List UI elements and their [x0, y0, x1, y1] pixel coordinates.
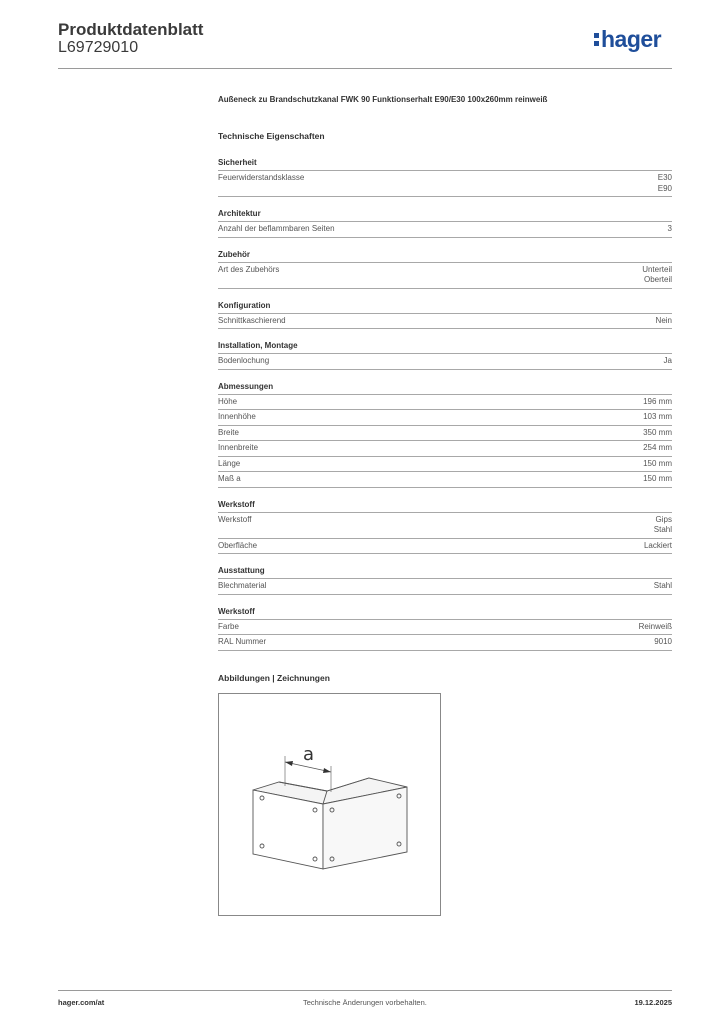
property-row: [218, 314, 672, 330]
group-title: Installation, Montage: [218, 341, 672, 354]
logo-mark-icon: [594, 33, 599, 46]
property-value: [664, 356, 672, 367]
property-value: [656, 316, 672, 327]
property-group: [218, 607, 672, 651]
logo-text: hager: [601, 26, 662, 52]
property-value: [639, 622, 672, 633]
property-key: Bodenlochung: [218, 356, 270, 365]
group-title: Abmessungen: [218, 382, 672, 395]
property-value-line: 254 mm: [643, 443, 672, 452]
property-group: [218, 500, 672, 555]
property-row: [218, 457, 672, 473]
property-key: Farbe: [218, 621, 239, 631]
property-row: [218, 354, 672, 370]
property-value: [654, 515, 672, 536]
property-value: [644, 541, 672, 552]
property-row: [218, 410, 672, 426]
group-title: Ausstattung: [218, 566, 672, 579]
footer-divider: [58, 990, 672, 991]
property-key: Innenbreite: [218, 443, 259, 452]
group-title: Sicherheit: [218, 158, 672, 171]
property-value: [642, 265, 672, 286]
product-title: Außeneck zu Brandschutzkanal FWK 90 Funktionserhalt E90/E30 100x260mm reinweiß: [218, 95, 548, 104]
page-title: Produktdatenblatt: [58, 20, 204, 39]
property-value-line: Gips: [655, 514, 672, 524]
property-key: Schnittkaschierend: [218, 315, 286, 325]
footer-website-link[interactable]: hager.com/at: [58, 998, 105, 1007]
property-group: [218, 566, 672, 595]
property-value-line: Stahl: [653, 525, 672, 534]
property-value-line: 196 mm: [643, 396, 672, 406]
property-row: [218, 513, 672, 539]
property-group: [218, 382, 672, 488]
datasheet-content: [218, 95, 672, 916]
property-value-line: E30: [657, 173, 672, 182]
property-value: [643, 443, 672, 454]
property-key: Feuerwiderstandsklasse: [218, 173, 305, 182]
product-code: L69729010: [58, 39, 139, 56]
property-row: [218, 539, 672, 555]
property-value: [654, 637, 672, 648]
property-key: RAL Nummer: [218, 637, 267, 646]
property-value-line: E90: [657, 183, 672, 193]
property-value: [654, 581, 672, 592]
property-group: [218, 209, 672, 238]
group-title: Architektur: [218, 209, 672, 222]
property-row: [218, 222, 672, 238]
property-key: Länge: [218, 458, 241, 468]
property-key: Art des Zubehörs: [218, 264, 280, 274]
property-row: [218, 472, 672, 488]
property-value: [643, 412, 672, 423]
property-row: [218, 620, 672, 636]
property-row: [218, 579, 672, 595]
property-key: Werkstoff: [218, 514, 252, 524]
property-key: Blechmaterial: [218, 581, 267, 590]
property-value: [643, 459, 672, 470]
property-row: [218, 635, 672, 651]
images-heading: Abbildungen | Zeichnungen: [218, 672, 330, 683]
property-value-line: 150 mm: [643, 458, 672, 468]
property-row: [218, 171, 672, 197]
property-group: [218, 250, 672, 289]
property-row: [218, 441, 672, 457]
property-key: Maß a: [218, 474, 241, 483]
property-value: [643, 428, 672, 439]
group-title: Werkstoff: [218, 500, 672, 513]
property-group: [218, 341, 672, 370]
footer-notice: Technische Änderungen vorbehalten.: [303, 998, 427, 1007]
property-value-line: 150 mm: [643, 474, 672, 483]
property-value-line: 350 mm: [643, 427, 672, 437]
group-title: Zubehör: [218, 250, 672, 263]
property-group: [218, 158, 672, 197]
property-group: [218, 301, 672, 330]
corner-drawing-icon: [219, 694, 440, 915]
property-groups: [218, 158, 672, 651]
property-value-line: Unterteil: [642, 264, 672, 274]
property-row: [218, 395, 672, 411]
dimension-label: a: [303, 743, 315, 765]
property-value-line: Reinweiß: [638, 621, 672, 631]
property-value: [658, 173, 672, 194]
property-value-line: Stahl: [653, 581, 672, 590]
property-key: Breite: [218, 427, 239, 437]
property-value-line: Lackiert: [643, 540, 672, 550]
hager-logo[interactable]: [594, 26, 661, 52]
property-value-line: 9010: [654, 637, 672, 646]
group-title: Konfiguration: [218, 301, 672, 314]
group-title: Werkstoff: [218, 607, 672, 620]
property-key: Anzahl der beflammbaren Seiten: [218, 224, 335, 233]
property-value-line: Oberteil: [643, 275, 672, 284]
property-value: [643, 397, 672, 408]
property-row: [218, 426, 672, 442]
property-value-line: Ja: [663, 356, 672, 365]
section-heading: Technische Eigenschaften: [218, 131, 325, 141]
property-value: [643, 474, 672, 485]
footer-date: 19.12.2025: [634, 998, 672, 1007]
property-row: [218, 263, 672, 289]
property-value: [668, 224, 672, 235]
header-divider: [58, 68, 672, 69]
property-key: Oberfläche: [218, 540, 258, 550]
property-value-line: Nein: [655, 315, 672, 325]
product-drawing: [218, 693, 441, 916]
property-key: Innenhöhe: [218, 412, 256, 421]
property-key: Höhe: [218, 396, 238, 406]
property-value-line: 103 mm: [643, 412, 672, 421]
property-value-line: 3: [667, 224, 672, 233]
